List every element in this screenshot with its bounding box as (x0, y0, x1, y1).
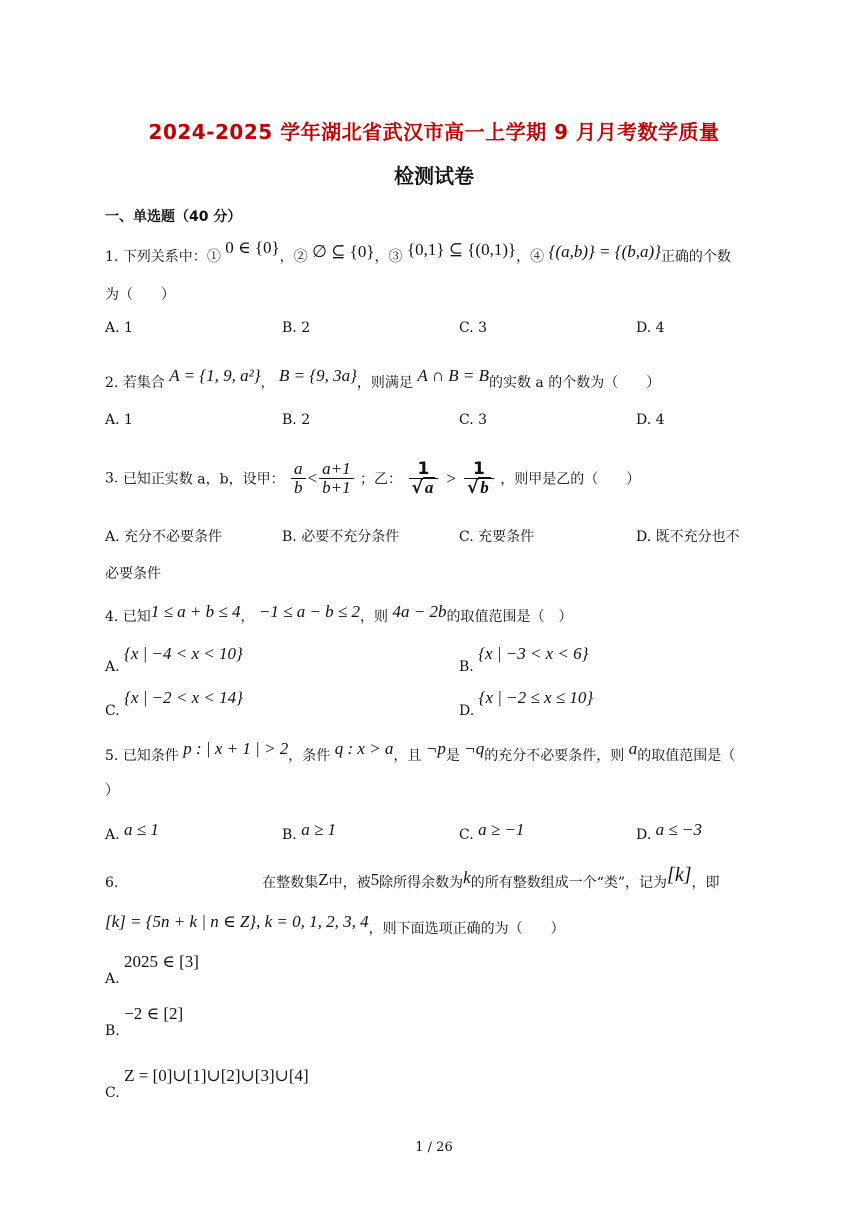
math-expression: 2025 ∈ [3] (124, 952, 199, 971)
question-5-option-b[interactable]: B. a ≥ 1 (282, 820, 337, 843)
question-number: 5. (105, 748, 119, 764)
question-4-stem: 4. 已知1 ≤ a + b ≤ 4， −1 ≤ a − b ≤ 2，则 4a − 2b的取值范围是（ ） (105, 602, 573, 625)
fraction: $\frac{1}{√ b}$ (464, 460, 494, 497)
math-expression: {x | −2 < x < 14} (124, 688, 243, 707)
math-expression: B = {9, 3a} (278, 366, 357, 385)
question-2-stem: 2. 若集合 A = {1, 9, a²}， B = {9, 3a}，则满足 A ∩ B = B的实数 a 的个数为（ ） (105, 366, 661, 391)
math-expression: a (628, 739, 638, 758)
question-4-option-a[interactable]: A. {x | −4 < x < 10} (105, 644, 243, 675)
question-5-option-d[interactable]: D. a ≤ −3 (636, 820, 702, 843)
question-number: 2. (105, 375, 119, 391)
math-expression: a ≤ −3 (655, 820, 702, 839)
question-number: 1. (105, 249, 119, 265)
question-6-option-b[interactable]: B. −2 ∈ [2] (105, 1004, 184, 1039)
math-expression: 4a − 2b (392, 602, 447, 621)
question-2-option-d[interactable]: D. 4 (636, 412, 665, 428)
question-2-option-c[interactable]: C. 3 (459, 412, 488, 428)
question-3-option-b[interactable]: B. 必要不充分条件 (282, 529, 400, 545)
question-1-stem: 1. 下列关系中：① 0 ∈ {0}，② ∅ ⊆ {0}，③ {0,1} ⊆ {(0,1)}，④ {(a,b)} = {(b,a)}正确的个数 (105, 238, 731, 265)
question-2-option-a[interactable]: A. 1 (105, 412, 133, 428)
math-expression: −2 ∈ [2] (124, 1004, 184, 1023)
math-expression: 1 ≤ a + b ≤ 4 (150, 602, 241, 621)
question-6-stem: 6. 在整数集Z中，被5除所得余数为k的所有整数组成一个“类”，记为[k]，即 (105, 864, 720, 891)
section-heading: 一、单选题（40 分） (105, 209, 242, 225)
question-number: 6. (105, 875, 119, 891)
math-expression: a ≥ −1 (478, 820, 525, 839)
question-5-option-a[interactable]: A. a ≤ 1 (105, 820, 159, 843)
math-expression: {(a,b)} = {(b,a)} (548, 242, 661, 261)
math-expression: Z (318, 870, 329, 889)
question-5-option-c[interactable]: C. a ≥ −1 (459, 820, 525, 843)
math-expression: {0,1} ⊆ {(0,1)} (406, 240, 517, 259)
fraction: $\frac{a}{b}$ (291, 460, 306, 497)
document-title-line-1: 2024-2025 学年湖北省武汉市高一上学期 9 月月考数学质量 (148, 120, 720, 144)
math-expression: ¬q (464, 739, 485, 758)
math-expression: A ∩ B = B (417, 366, 489, 385)
question-3-option-d-cont: 必要条件 (105, 566, 161, 582)
math-expression: {x | −3 < x < 6} (478, 644, 589, 663)
question-number: 4. (105, 609, 119, 625)
question-2-option-b[interactable]: B. 2 (282, 412, 311, 428)
math-expression: A = {1, 9, a²} (169, 366, 261, 385)
math-expression: [k] = {5n + k | n ∈ Z}, k = 0, 1, 2, 3, 4 (105, 912, 369, 931)
math-expression: ∅ ⊆ {0} (312, 242, 375, 261)
math-expression: 0 ∈ {0} (225, 238, 280, 257)
question-5-stem: 5. 已知条件 p : | x + 1 | > 2，条件 q : x > a，且 ¬p是 ¬q的充分不必要条件，则 a的取值范围是（ (105, 739, 736, 764)
question-4-option-c[interactable]: C. {x | −2 < x < 14} (105, 688, 243, 719)
math-expression: k (463, 868, 471, 887)
question-6-option-a[interactable]: A. 2025 ∈ [3] (105, 952, 199, 987)
question-6-stem-cont: [k] = {5n + k | n ∈ Z}, k = 0, 1, 2, 3, 4，则下面选项正确的为（ ） (105, 912, 565, 937)
question-5-stem-cont: ） (105, 783, 119, 799)
question-3-stem: 3. 已知正实数 a，b，设甲： $\frac{a}{b}$ < $\frac{a+1}{b+1}$ ；乙： $\frac{1}{√ a}$ > $\frac{1}{√ b}$ ，则甲是乙的（ ） (105, 459, 641, 498)
question-1-option-b[interactable]: B. 2 (282, 320, 311, 336)
math-expression: [k] (667, 864, 692, 886)
math-expression: a ≥ 1 (301, 820, 337, 839)
math-expression: −1 ≤ a − b ≤ 2 (258, 602, 361, 621)
question-3-option-d[interactable]: D. 既不充分也不 (636, 529, 740, 545)
math-expression: {x | −2 ≤ x ≤ 10} (478, 688, 594, 707)
math-expression: q : x > a (334, 739, 394, 758)
math-expression: p : | x + 1 | > 2 (183, 739, 289, 758)
fraction: $\frac{1}{√ a}$ (409, 460, 439, 497)
page-number: 1 / 26 (415, 1140, 453, 1155)
question-4-option-b[interactable]: B. {x | −3 < x < 6} (459, 644, 589, 675)
math-expression: Z = [0]∪[1]∪[2]∪[3]∪[4] (124, 1066, 309, 1085)
question-1-option-d[interactable]: D. 4 (636, 320, 665, 336)
math-expression: a ≤ 1 (124, 820, 159, 839)
question-1-option-a[interactable]: A. 1 (105, 320, 133, 336)
fraction: $\frac{a+1}{b+1}$ (319, 460, 353, 497)
math-expression: {x | −4 < x < 10} (124, 644, 243, 663)
question-3-option-a[interactable]: A. 充分不必要条件 (105, 529, 223, 545)
question-6-option-c[interactable]: C. Z = [0]∪[1]∪[2]∪[3]∪[4] (105, 1066, 309, 1101)
document-title-line-2: 检测试卷 (394, 164, 474, 188)
math-expression: 5 (370, 870, 380, 889)
question-number: 3. (105, 470, 119, 487)
math-expression: ¬p (425, 739, 446, 758)
question-1-option-c[interactable]: C. 3 (459, 320, 488, 336)
question-4-option-d[interactable]: D. {x | −2 ≤ x ≤ 10} (459, 688, 594, 719)
question-3-option-c[interactable]: C. 充要条件 (459, 529, 535, 545)
question-1-stem-cont: 为（ ） (105, 287, 175, 303)
